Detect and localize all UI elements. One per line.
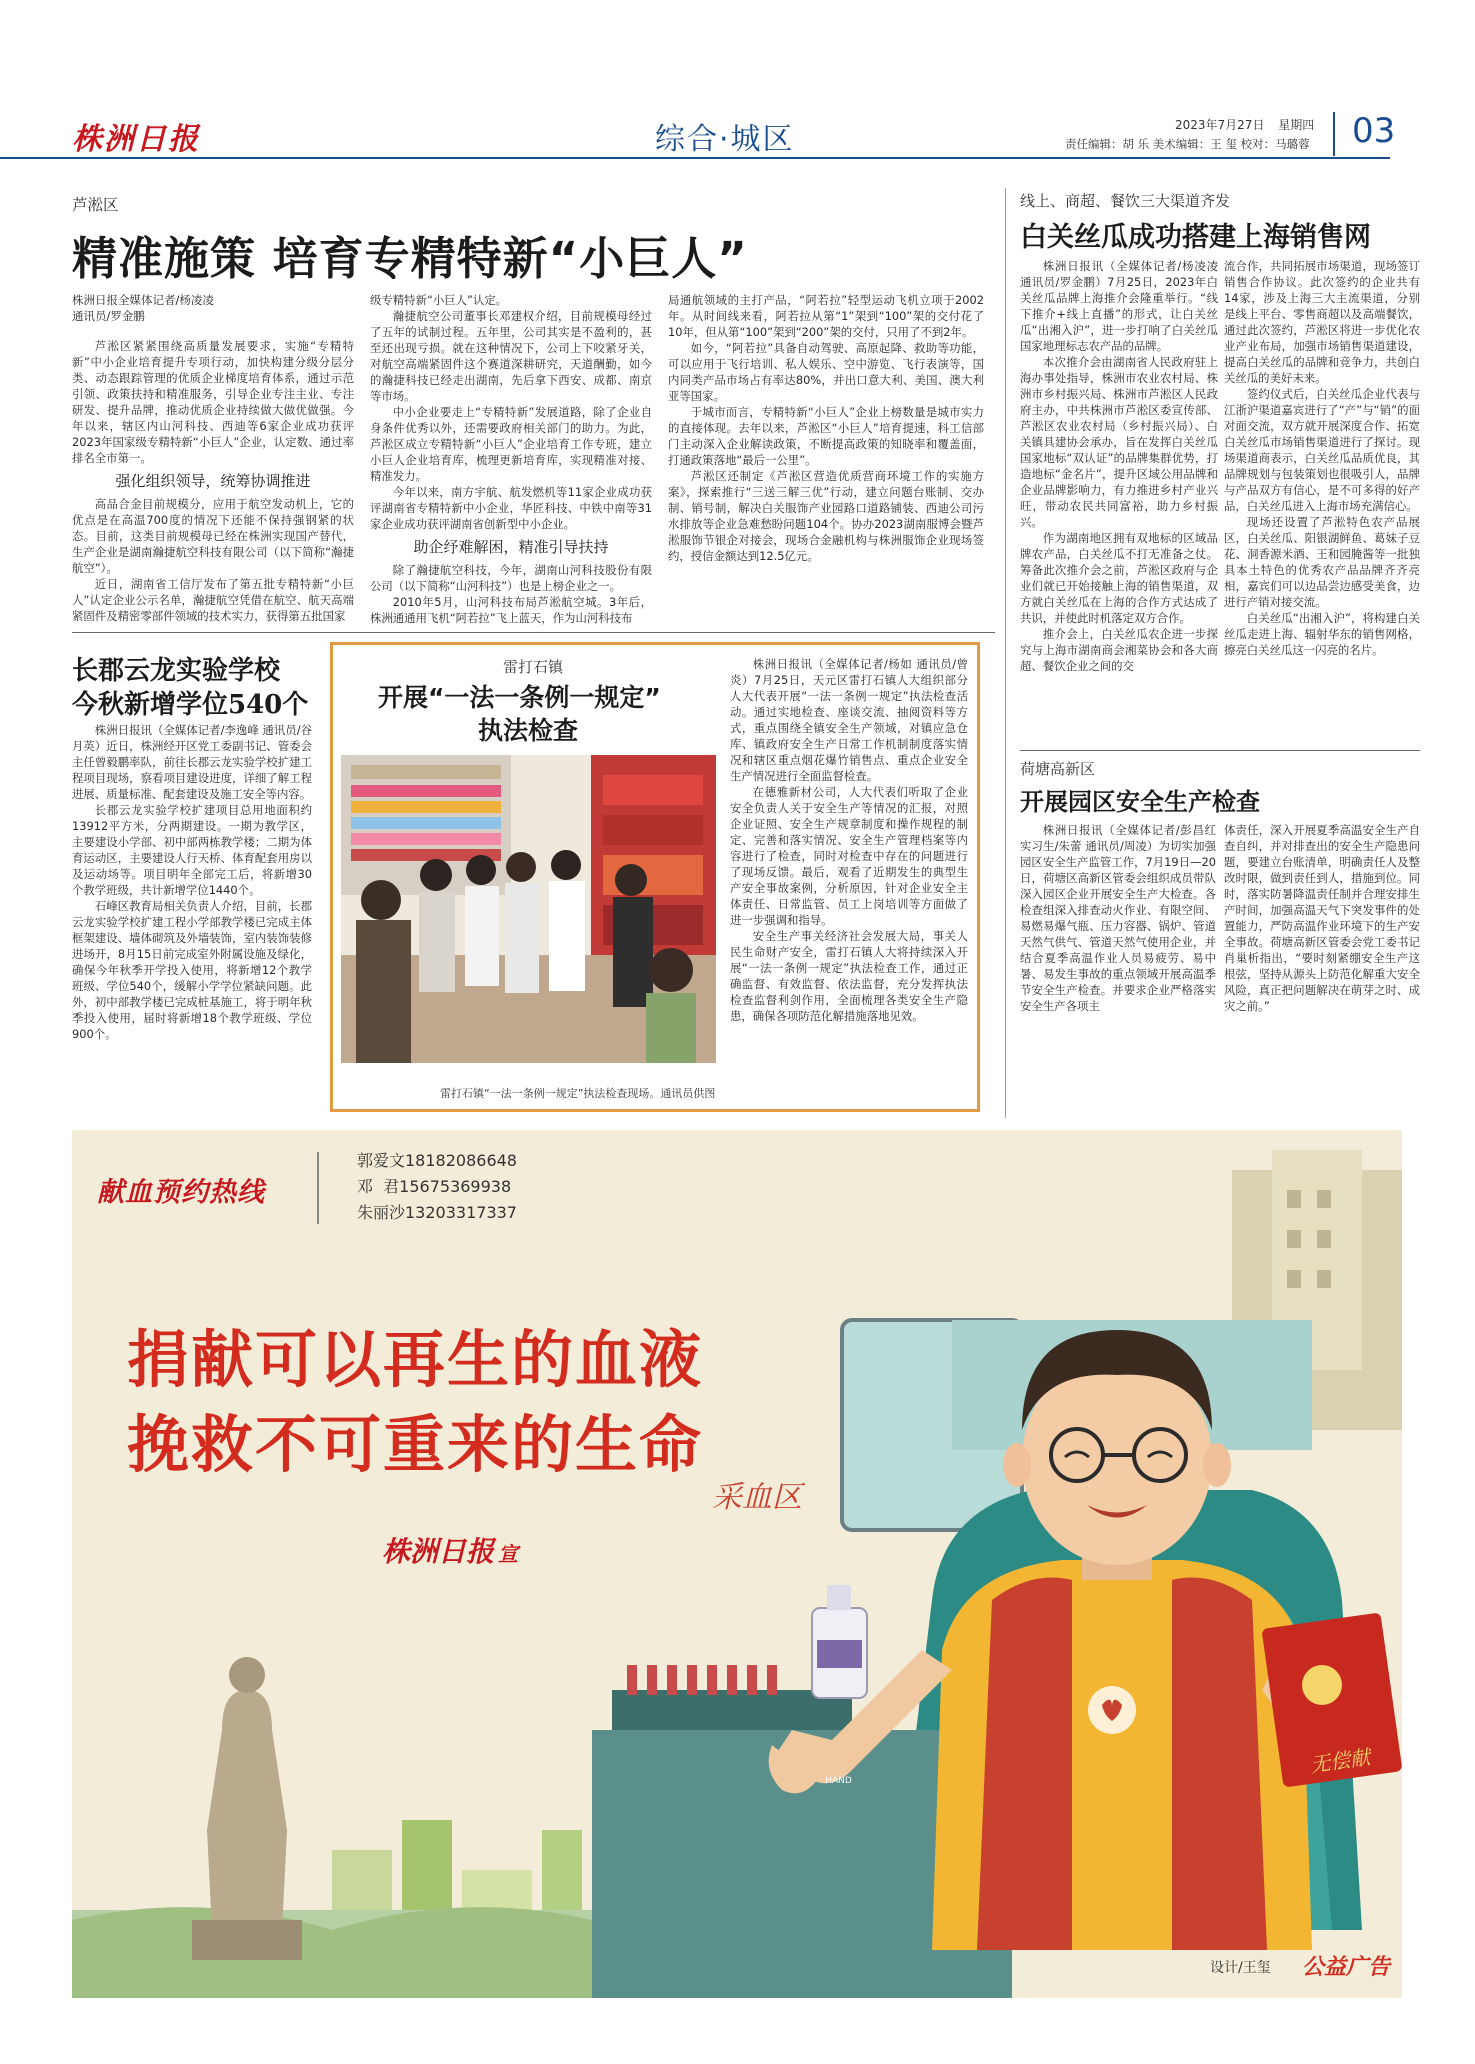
ad-logo-text: 株洲日报 xyxy=(382,1535,495,1568)
lead-col3 xyxy=(668,292,984,564)
book-label: 无偿献 xyxy=(1308,1744,1372,1778)
ad-tag: 公益广告 xyxy=(1302,1955,1391,1980)
hetang-colB xyxy=(1224,822,1420,1014)
leida-p2: 在德雅新材公司，人大代表们听取了企业安全负责人关于安全生产等情况的汇报，对照企业证照、安全生产规章制度和操作规程的制定、完善和落实情况、安全生产管理档案等内容进行了检查，同时对检查中存在的问题进行了现场反馈。最后，观看了近期发生的典型生产安全事故案例，分析原因，针对企业安全主体责任、日常监管、员工上岗培训等方面做了进一步强调和指导。 xyxy=(730,785,968,927)
shop-inspection-photo xyxy=(341,755,716,1063)
date-text: 2023年7月27日 xyxy=(1175,118,1265,132)
statue xyxy=(207,1690,287,1930)
lead-subhead-2: 助企纾难解困，精准引导扶持 xyxy=(413,538,609,556)
lead-col2-p5: 除了瀚捷航空科技，今年，湖南山河科技股份有限公司（以下简称“山河科技”）也是上榜企业之一。 xyxy=(370,563,652,593)
baiguan-colB xyxy=(1224,258,1420,658)
baiguan-p8: 白关丝瓜“出湘入沪”，将构建白关丝瓜走进上海、辐射华东的销售网格，擦亮白关丝瓜这一闪亮的名片。 xyxy=(1224,611,1420,657)
contact-2: 邓 君15675369938 xyxy=(357,1177,512,1196)
hotline-contacts xyxy=(357,1148,517,1226)
hetang-kicker: 荷塘高新区 xyxy=(1020,760,1096,778)
baiguan-colA xyxy=(1020,258,1218,674)
person-vest xyxy=(977,1578,1072,1951)
leida-p3: 安全生产事关经济社会发展大局，事关人民生命财产安全，雷打石镇人大将持续深入开展“一法一条例一规定”执法检查工作，通过正确监督、有效监督、依法监督，充分发挥执法检查监督利剑作用，全面梳理各类安全生产隐患，确保各项防范化解措施落地见效。 xyxy=(730,929,968,1023)
baiguan-p5: 流合作，共同拓展市场渠道，现场签订销售合作协议。此次签约的企业共有14家，涉及上海三大主流渠道，分别是线上平台、零售商超以及高端餐饮，通过此次签约，芦淞区将进一步优化农业产业布局，加强市场销售渠道建设，提高白关丝瓜的品牌和竞争力，共创白关丝瓜的美好未来。 xyxy=(1224,259,1420,385)
leida-caption: 雷打石镇“一法一条例一规定”执法检查现场。通讯员供图 xyxy=(440,1087,716,1100)
column-divider xyxy=(1005,188,1006,1118)
section-rule xyxy=(72,632,995,633)
baiguan-p2: 本次推介会由湖南省人民政府驻上海办事处指导，株洲市农业农村局、株洲市乡村振兴局、株洲市芦淞区人民政府主办，中共株洲市芦淞区委宣传部、芦淞区农业农村局（乡村振兴局）、白关镇具建协会承办，旨在发挥白关丝瓜国家地标“双认证”的品牌集群优势，打造地标“金名片”，提升区域公用品牌和企业品牌影响力，有力推进乡村产业兴旺，带动农民共同富裕，助力乡村振兴。 xyxy=(1020,355,1218,529)
lead-subhead-1: 强化组织领导，统筹协调推进 xyxy=(115,472,311,490)
ad-illustration xyxy=(72,1130,1402,1998)
school-p1: 株洲日报讯（全媒体记者/李逸峰 通讯员/谷月英）近日，株洲经开区党工委副书记、管委会主任曾毅鹏率队，前往长郡云龙实验学校扩建工程项目现场，察看项目建设进度，详细了解工程进展、质量标准、配套建设及施工安全等内容。 xyxy=(72,723,312,801)
leida-photo xyxy=(341,755,716,1063)
lead-col2-p4: 今年以来，南方宇航、航发燃机等11家企业成功获评湖南省专精特新中小企业，华匠科技、中铁中南等31家企业成功获评湖南省创新型中小企业。 xyxy=(370,485,652,531)
blood-area-sign: 采血区 xyxy=(712,1480,802,1515)
masthead xyxy=(0,0,1475,170)
masthead-logo: 株洲日报 xyxy=(72,122,200,157)
ad-logo-suffix: 宣 xyxy=(498,1542,519,1566)
baiguan-p3: 作为湖南地区拥有双地标的区域品牌农产品，白关丝瓜不打无准备之仗。筹备此次推介会之前，芦淞区政府与企业们就已开始接触上海的销售渠道，双方就白关丝瓜在上海的合作方式达成了共识，并使此时机落定双方合作。 xyxy=(1020,531,1218,625)
slogan-2: 挽救不可重来的生命 xyxy=(127,1408,704,1481)
baiguan-p7: 现场还设置了芦淞特色农产品展区，白关丝瓜、阳银湖鲜鱼、葛妹子豆花、洞香源米酒、王和园腌酱等一批独具本土特色的优秀农产品品牌齐齐亮相，嘉宾们可以边品尝边感受美食，边进行产销对接交流。 xyxy=(1224,515,1420,609)
hotline-divider xyxy=(317,1152,319,1224)
baiguan-p4: 推介会上，白关丝瓜农企进一步探究与上海市湖南商会湘菜协会和各大商超、餐饮企业之间的交 xyxy=(1020,627,1218,673)
ad-paper-logo xyxy=(382,1530,518,1570)
section-title: 综合·城区 xyxy=(655,122,795,157)
baiguan-title: 白关丝瓜成功搭建上海销售网 xyxy=(1020,222,1371,253)
baiguan-p6: 签约仪式后，白关丝瓜企业代表与江浙沪渠道嘉宾进行了“产”与“销”的面对面交流，双方就开展深度合作、拓宽白关丝瓜市场销售渠道进行了探讨。现场渠道商表示，白关丝瓜品质优良，其品牌规划与包装策划也很吸引人，品牌与产品双方有信心，是不可多得的好产品，白关丝瓜进入上海市场充满信心。 xyxy=(1224,387,1420,513)
hetang-colA xyxy=(1020,822,1216,1014)
hetang-p2: 体责任，深入开展夏季高温安全生产自查自纠，并对排查出的安全生产隐患问题，要建立台账清单，明确责任人及整改时限，做到责任到人，措施到位。同时，落实防暑降温责任制并合理安排生产时间，加强高温天气下突发事件的处置能力，严防高温作业环境下的生产安全事故。荷塘高新区管委会党工委书记肖巢析指出，“要时刻紧绷安全生产这根弦，坚持从源头上防范化解重大安全风险，真正把问题解决在萌芽之时、成灾之前。” xyxy=(1224,823,1420,1013)
lead-col3-p3: 于城市而言，专精特新“小巨人”企业上榜数量是城市实力的直接体现。去年以来，芦淞区“小巨人”培育提速，科工信部门主动深入企业解读政策，不断提高政策的知晓率和覆盖面，打通政策落地“最后一公里”。 xyxy=(668,405,984,467)
bottle-label: HAND xyxy=(825,1776,852,1786)
school-body xyxy=(72,722,312,1042)
blood-ad xyxy=(72,1130,1402,1998)
lead-byline2: 通讯员/罗金鹏 xyxy=(72,309,145,323)
lead-col2-p6: 2010年5月，山河科技布局芦淞航空城。3年后，株洲通通用飞机“阿若拉”飞上蓝天，作为山河科技布 xyxy=(370,595,652,625)
lead-kicker: 芦淞区 xyxy=(72,196,119,214)
section-underline xyxy=(0,157,1390,159)
lead-col1-p1: 芦淞区紧紧围绕高质量发展要求，实施“专精特新”中小企业培育提升专项行动，加快构建分级分层分类、动态跟踪管理的优质企业梯度培育体系，通过示范引领、政策扶持和精准服务，引导企业专注主业、专注研发、提升品牌，推动优质企业持续做大做优做强。今年以来，辖区内山河科技、西迪等6家企业成功获评2023年国家级专精特新“小巨人”企业，认定数、通过率排名全市第一。 xyxy=(72,339,354,465)
lead-col1 xyxy=(72,292,354,624)
leida-title-2: 执法检查 xyxy=(478,716,579,745)
editors-line: 责任编辑：胡 乐 美术编辑：王 玺 校对：马璐蓉 xyxy=(1065,137,1310,151)
page-divider xyxy=(1333,112,1335,156)
lead-col1-p2: 高品合金目前规模分，应用于航空发动机上，它的优点是在高温700度的情况下还能不保持强钢紧的状态。目前，这类目前规模母已经在株洲实现国产替代，生产企业是湖南瀚捷航空科技有限公司（以下简称“瀚捷航空”）。 xyxy=(72,497,354,575)
leida-kicker: 雷打石镇 xyxy=(503,658,564,676)
lead-byline1: 株洲日报全媒体记者/杨凌凌 xyxy=(72,293,214,307)
school-title-2: 今秋新增学位540个 xyxy=(72,690,309,720)
page-number: 03 xyxy=(1352,111,1396,151)
lead-col2-p1: 级专精特新“小巨人”认定。 xyxy=(370,293,508,307)
leida-title-1: 开展“一法一条例一规定” xyxy=(378,683,661,712)
hetang-p1: 株洲日报讯（全媒体记者/彭昌红 实习生/朱蕾 通讯员/周凌）为切实加强园区安全生产监管工作，7月19日—20日，荷塘区高新区管委会组织成员带队深入园区企业开展安全生产大检查。各检查组深入排查动火作业、有限空间、易燃易爆气瓶、压力容器、锅炉、管道天然气供气、管道天然气使用企业，并结合夏季高温作业人员易疲劳、易中暑、易发生事故的重点领域开展高温季节安全生产检查。并要求企业严格落实安全生产各项主 xyxy=(1020,823,1216,1013)
lead-col2-p2: 瀚捷航空公司董事长邓建权介绍，目前规模母经过了五年的试制过程。五年里，公司其实是不盈利的，甚至还出现亏损。就在这种情况下，公司上下咬紧牙关，对航空高端紧固件这个赛道深耕研究，天道酬勤，如今的瀚捷科技已经走出湖南，先后拿下西安、成都、南京等市场。 xyxy=(370,309,652,403)
weekday-text: 星期四 xyxy=(1278,118,1315,132)
masthead-date xyxy=(1175,116,1314,133)
slogan-1: 捐献可以再生的血液 xyxy=(127,1323,704,1396)
contact-3: 朱丽沙13203317337 xyxy=(357,1203,517,1222)
school-p3: 石峰区教育局相关负责人介绍，目前，长郡云龙实验学校扩建工程小学部教学楼已完成主体框架建设、墙体砌筑及外墙装饰，室内装饰装修进场开，8月15日前完成室外附属设施及绿化，确保今年秋季开学投入使用，将新增12个教学班级、学位540个，缓解小学学位紧缺问题。此外，初中部教学楼已完成桩基施工，将于明年秋季投入使用，届时将新增18个教学班级、学位900个。 xyxy=(72,899,312,1041)
baiguan-p1: 株洲日报讯（全媒体记者/杨凌凌 通讯员/罗金鹏）7月25日，2023年白关丝瓜品牌上海推介会隆重举行。“线下推介+线上直播”的形式，让白关丝瓜“出湘入沪”，进一步打响了白关丝瓜国家地理标志农产品的品牌。 xyxy=(1020,259,1218,353)
lead-col2 xyxy=(370,292,652,626)
lead-col3-p1: 局通航领域的主打产品，“阿若拉”轻型运动飞机立项于2002年。从时间线来看，阿若拉从第“1”架到“100”架的交付花了10年，但从第“100”架到“200”架的交付，只用了不到2年。 xyxy=(668,293,984,339)
contact-1: 郭爱文18182086648 xyxy=(357,1151,517,1170)
leida-p1: 株洲日报讯（全媒体记者/杨如 通讯员/曾炎）7月25日，天元区雷打石镇人大组织部分人大代表开展“一法一条例一规定”执法检查活动。通过实地检查、座谈交流、抽阅资料等方式，重点围绕全镇安全生产领域，对镇应急仓库、镇政府安全生产日常工作机制制度落实情况和辖区重点烟花爆竹销售点、重点企业安全生产情况进行全面监督检查。 xyxy=(730,657,968,783)
lead-col1-p3: 近日，湖南省工信厅发布了第五批专精特新“小巨人”认定企业公示名单，瀚捷航空凭借在航空、航天高端紧固件及精密零部件领域的技术实力，获得第五批国家 xyxy=(72,577,354,623)
hetang-title: 开展园区安全生产检查 xyxy=(1020,788,1260,816)
lead-col3-p2: 如今，“阿若拉”具备自动驾驶、高原起降、救助等功能，可以应用于飞行培训、私人娱乐、空中游览、飞行表演等，国内同类产品市场占有率达80%，并出口意大利、美国、澳大利亚等国家。 xyxy=(668,341,984,403)
baiguan-kicker: 线上、商超、餐饮三大渠道齐发 xyxy=(1020,192,1231,210)
lead-title: 精准施策 培育专精特新“小巨人” xyxy=(72,232,748,285)
school-title-1: 长郡云龙实验学校 xyxy=(72,656,281,686)
lead-col3-p4: 芦淞区还制定《芦淞区营造优质营商环境工作的实施方案》，探索推行“三送三解三优”行动，建立问题台账制、交办制、销号制，解决白关服饰产业园路口道路铺装、西迪公司污水排放等企业急难愁盼问题104个。协办2023湖南服博会暨芦淞服饰节银企对接会，现场合金融机构与株洲服饰企业现场签约，授信金额达到12.5亿元。 xyxy=(668,469,984,563)
hotline-title: 献血预约热线 xyxy=(97,1177,265,1208)
designer-credit: 设计/王玺 xyxy=(1210,1960,1271,1976)
leida-body xyxy=(730,656,968,1024)
lead-col2-p3: 中小企业要走上“专精特新”发展道路，除了企业自身条件优秀以外，还需要政府相关部门的助力。为此，芦淞区成立专精特新“小巨人”企业培育工作专班，建立小巨人企业培育库，梳理更新培育库，实现精准对接、精准发力。 xyxy=(370,405,652,483)
school-p2: 长郡云龙实验学校扩建项目总用地面积约13912平方米，分两期建设。一期为教学区，主要建设小学部、初中部两栋教学楼；二期为体育运动区，主要建设人行天桥、体育配套用房以及运动场等。项目明年全部完工后，将新增30个教学班级，共计新增学位1440个。 xyxy=(72,803,312,897)
hetang-rule xyxy=(1020,750,1420,751)
